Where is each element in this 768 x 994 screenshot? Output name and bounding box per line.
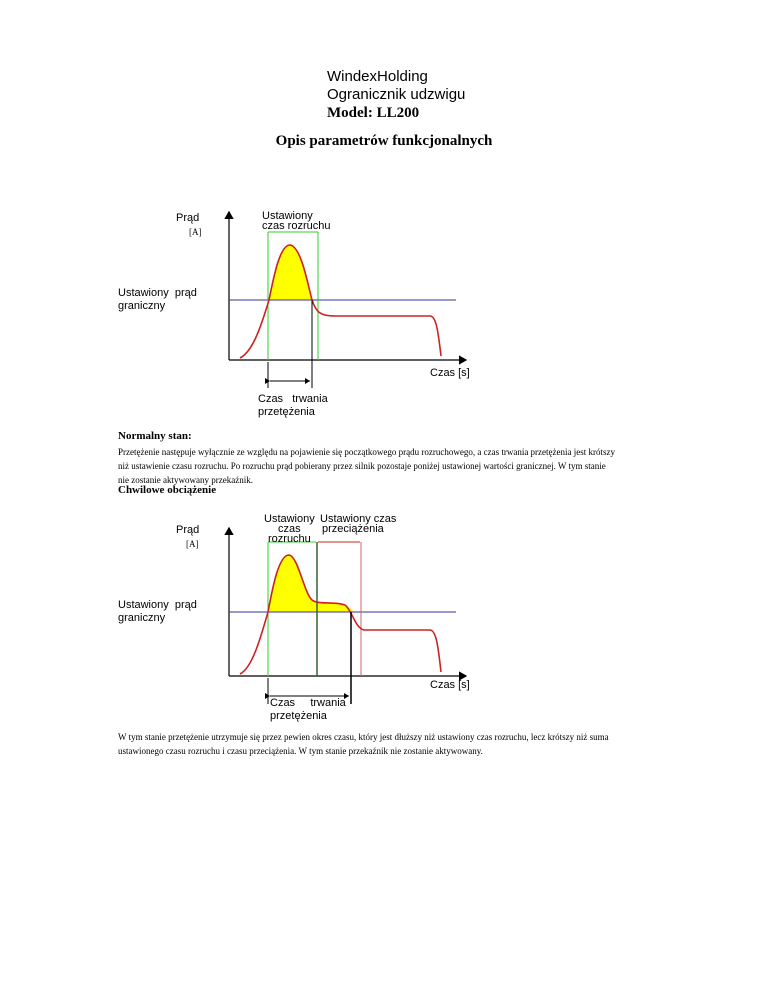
section-text-temporary: W tym stanie przetężenie utrzymuje się przez pewien okres czasu, który jest dłuższy niż ustawiony czas rozruchu, lecz krótszy niż suma ustawionego czasu rozruchu i czasu przeciążenia. W tym stanie przekaźnik nie zostanie aktywowany. (118, 732, 609, 756)
limit-label-2a: Ustawiony prąd (118, 599, 197, 611)
overload-time-label-2b: przeciążenia (322, 523, 384, 535)
limit-label-1b: graniczny (118, 300, 166, 312)
overload-label-2b: przetężenia (270, 710, 327, 722)
set-time-label-2b: czas (278, 523, 301, 535)
set-time-label-1a: Ustawiony (262, 210, 313, 222)
limit-label-2b: graniczny (118, 612, 166, 624)
y-label-2: Prąd (176, 524, 200, 536)
section-text-normal: Przetężenie następuje wyłącznie ze względu na pojawienie się początkowego prądu rozruchowego, a czas trwania przetężenia jest krótszy niż ustawienie czasu rozruchu. Po rozruchu prąd pobierany przez silnik pozostaje poniżej ustawionej wartości granicznej. W tym stanie nie zostanie aktywowany przekaźnik. (118, 447, 616, 485)
set-time-label-2c: rozruchu (268, 533, 311, 545)
overload-label-1a: Czas trwania (258, 393, 328, 405)
company-name: WindexHolding (327, 68, 428, 85)
page-title: Opis parametrów funkcjonalnych (275, 133, 493, 149)
section-heading-temporary: Chwilowe obciążenie (118, 484, 217, 496)
overload-label-1b: przetężenia (258, 406, 315, 418)
limit-label-1a: Ustawiony prąd (118, 287, 197, 299)
x-label-1: Czas [s] (430, 367, 470, 379)
y-label-1: Prąd (176, 212, 200, 224)
set-time-label-1b: czas rozruchu (262, 220, 331, 232)
y-unit-2: [A] (186, 539, 199, 549)
overload-label-2a: Czas trwania (270, 697, 346, 709)
section-heading-normal: Normalny stan: (118, 430, 192, 442)
y-unit-1: [A] (189, 227, 202, 237)
current-curve-2 (240, 555, 441, 674)
product-name: Ogranicznik udzwigu (327, 86, 466, 103)
x-label-2: Czas [s] (430, 679, 470, 691)
model-name: Model: LL200 (327, 105, 420, 121)
set-time-label-2a: Ustawiony (264, 513, 315, 525)
overload-time-label-2a: Ustawiony czas (320, 513, 397, 525)
